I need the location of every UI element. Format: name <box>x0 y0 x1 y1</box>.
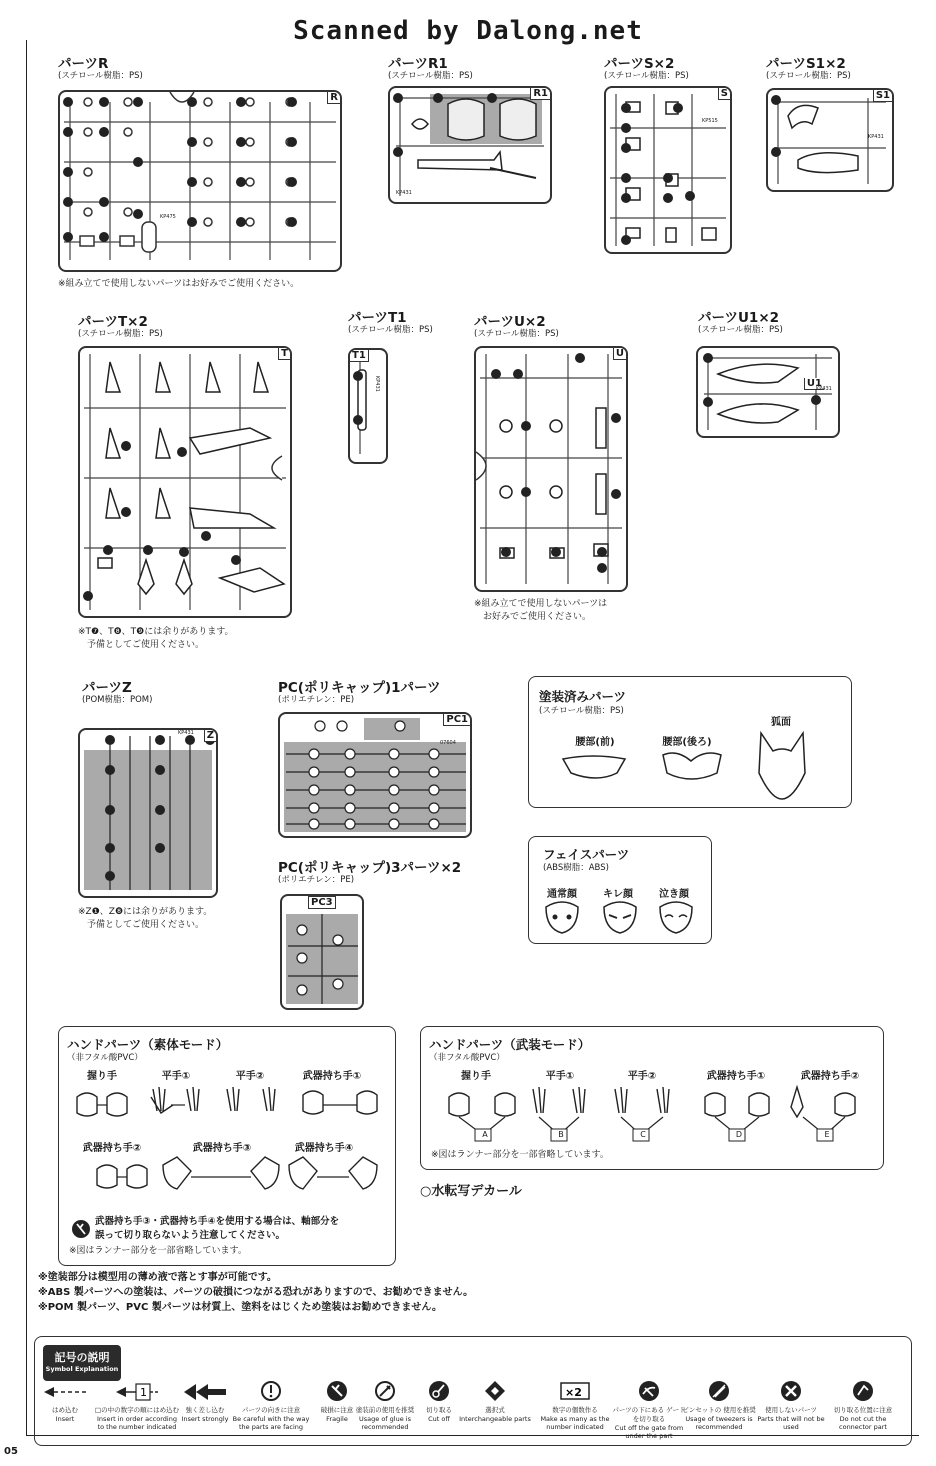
hand-plain-open1-label: 平手① <box>161 1071 191 1082</box>
symbol-unused-en: Parts that will not be used <box>757 1415 825 1431</box>
hand-plain-fist-label: 握り手 <box>87 1071 117 1082</box>
numbered-insert-icon <box>112 1380 162 1402</box>
symbol-strong-insert-en: Insert strongly <box>181 1415 229 1423</box>
part-t-material: (スチロール樹脂：PS) <box>78 329 163 339</box>
runner-t-label: T <box>278 348 290 360</box>
part-pc1-material: (ポリエチレン：PE) <box>278 695 355 705</box>
runner-r1-label: R1 <box>530 88 550 100</box>
runner-pc1-label: PC1 <box>443 714 470 726</box>
hands-plain-title: ハンドパーツ（素体モード） <box>67 1037 229 1052</box>
symbol-make-many <box>536 1380 614 1431</box>
runner-u1-drawing <box>698 348 838 436</box>
part-u1-material: (スチロール樹脂：PS) <box>698 325 783 335</box>
hand-plain-weapon1-label: 武器持ち手① <box>302 1071 362 1082</box>
part-pc3-material: (ポリエチレン：PE) <box>278 875 355 885</box>
legend-title: 記号の説明 <box>54 1351 110 1364</box>
symbol-numbered-insert-jp: □の中の数字の順にはめ込む <box>94 1406 180 1414</box>
symbol-gate-cut-en: Cut off the gate from under the part <box>614 1424 684 1440</box>
runner-z-drawing <box>80 730 216 896</box>
part-t-title: パーツT×2 <box>78 314 148 330</box>
runner-u-drawing <box>476 348 626 590</box>
hand-armed-weapon1-label: 武器持ち手① <box>706 1071 766 1082</box>
interchangeable-icon <box>483 1380 507 1402</box>
part-z-title: パーツZ <box>82 680 132 696</box>
painted-waist-front-label: 腰部(前) <box>575 737 615 748</box>
runner-r <box>58 90 342 272</box>
painted-waist-back-label: 腰部(後ろ) <box>662 737 712 748</box>
hands-armed-note: ※図はランナー部分を一部省略しています。 <box>431 1150 609 1160</box>
face-crying-icon <box>657 901 695 935</box>
runner-t1-code: KP431 <box>374 376 380 392</box>
hands-armed-material: （非フタル酸PVC） <box>429 1053 505 1063</box>
svg-text:1: 1 <box>140 1386 147 1399</box>
no-cut-icon <box>851 1380 875 1402</box>
warning-2: ※POM 製パーツ、PVC 製パーツは材質上、塗料をはじくため塗装はお勧めできません。 <box>38 1302 442 1313</box>
hand-armed-open1-label: 平手① <box>545 1071 575 1082</box>
face-angry-icon <box>601 901 639 935</box>
symbol-tweezers-en: Usage of tweezers is recommended <box>685 1415 753 1431</box>
runner-t1-label: T1 <box>350 350 369 362</box>
runner-r1-code: KP431 <box>396 190 412 196</box>
hand-armed-weapon2-label: 武器持ち手② <box>800 1071 860 1082</box>
hands-plain-note: ※図はランナー部分を一部省略しています。 <box>69 1246 247 1256</box>
insert-arrow-icon <box>40 1380 90 1402</box>
runner-u <box>474 346 628 592</box>
symbol-insert-jp: はめ込む <box>52 1406 78 1414</box>
face-parts-material: (ABS樹脂：ABS) <box>543 863 609 873</box>
hand-plain-open2-label: 平手② <box>235 1071 265 1082</box>
runner-pc1-drawing <box>280 714 470 836</box>
runner-t1 <box>348 348 388 464</box>
symbol-no-cut-en: Do not cut the connector part <box>839 1415 887 1431</box>
runner-t1-drawing <box>350 350 386 462</box>
gate-cut-icon <box>637 1380 661 1402</box>
runner-pc3-drawing <box>282 896 362 1008</box>
symbol-unused-jp: 使用しないパーツ <box>765 1406 817 1414</box>
symbol-caution-en: Be careful with the way the parts are facing <box>232 1415 310 1431</box>
note-u-unused: ※組み立てで使用しないパーツは お好みでご使用ください。 <box>474 599 608 622</box>
waist-back-icon <box>657 747 727 781</box>
strong-insert-icon <box>180 1380 230 1402</box>
hand-plain-weapon2-label: 武器持ち手② <box>82 1143 142 1154</box>
runner-t-drawing <box>80 348 290 616</box>
painted-parts-box <box>528 676 852 808</box>
part-z-material: (POM樹脂：POM) <box>82 695 153 705</box>
face-parts-box <box>528 836 712 944</box>
part-s1-title: パーツS1×2 <box>766 56 846 72</box>
hand-plain-weapon4-label: 武器持ち手④ <box>294 1143 354 1154</box>
symbol-unused <box>752 1380 830 1431</box>
face-parts-title: フェイスパーツ <box>543 847 630 862</box>
part-u1-title: パーツU1×2 <box>698 310 780 326</box>
caution-icon <box>259 1380 283 1402</box>
hand-armed-open2-label: 平手② <box>627 1071 657 1082</box>
runner-r1 <box>388 86 552 204</box>
symbol-cut-jp: 切り取る <box>426 1406 452 1414</box>
hand-armed-letter-e: E <box>824 1130 830 1139</box>
part-t1-material: (スチロール樹脂：PS) <box>348 325 433 335</box>
symbol-numbered-insert-en: Insert in order according to the number indicated <box>97 1415 177 1431</box>
part-u-title: パーツU×2 <box>474 314 546 330</box>
runner-pc1-code: 07604 <box>440 740 456 746</box>
tweezers-icon <box>707 1380 731 1402</box>
symbol-interchangeable <box>456 1380 534 1423</box>
part-r-material: (スチロール樹脂：PS) <box>58 71 143 81</box>
symbol-interchangeable-en: Interchangeable parts <box>459 1415 531 1423</box>
runner-s1-drawing <box>768 90 892 190</box>
hands-armed-box <box>420 1026 884 1170</box>
note-z-spare: ※Z❶、Z❽には余りがあります。 予備としてご使用ください。 <box>78 907 213 930</box>
page-number: 05 <box>4 1446 18 1457</box>
painted-mask-label: 狐面 <box>771 717 791 728</box>
runner-r-drawing <box>60 92 340 270</box>
hands-plain-row1-icons <box>67 1083 387 1123</box>
runner-s1-label: S1 <box>873 90 892 102</box>
hand-armed-letter-d: D <box>735 1130 743 1139</box>
runner-r-code: KP475 <box>160 214 176 220</box>
part-r-title: パーツR <box>58 56 109 72</box>
note-t-spare: ※T❼、T❽、T❾には余りがあります。 予備としてご使用ください。 <box>78 627 234 650</box>
legend-header <box>43 1345 121 1381</box>
part-t1-title: パーツT1 <box>348 310 407 326</box>
hands-plain-box <box>58 1026 396 1266</box>
symbol-tweezers <box>680 1380 758 1431</box>
part-s1-material: (スチロール樹脂：PS) <box>766 71 851 81</box>
hands-armed-title: ハンドパーツ（武装モード） <box>429 1037 591 1052</box>
part-pc3-title: PC(ポリキャップ)3パーツ×2 <box>278 860 462 876</box>
runner-z-code: KP431 <box>178 730 194 736</box>
scan-credit: Scanned by Dalong.net <box>0 16 936 46</box>
runner-s1-code: KP431 <box>868 134 884 140</box>
runner-r-label: R <box>327 92 340 104</box>
symbol-strong-insert-jp: 強く差し込む <box>185 1406 225 1414</box>
hand-plain-weapon3-label: 武器持ち手③ <box>192 1143 252 1154</box>
symbol-glue-jp: 塗装前の使用を推奨 <box>355 1406 415 1414</box>
runner-pc3 <box>280 894 364 1010</box>
runner-t <box>78 346 292 618</box>
part-s-title: パーツS×2 <box>604 56 675 72</box>
waist-front-icon <box>559 753 629 781</box>
symbol-make-many-en: Make as many as the number indicated <box>540 1415 610 1431</box>
fox-mask-icon <box>755 729 809 801</box>
symbol-gate-cut-jp: パーツの下にある ゲートを切り取る <box>612 1406 686 1423</box>
note-r-unused: ※組み立てで使用しないパーツはお好みでご使用ください。 <box>58 279 300 289</box>
warning-0: ※塗装部分は模型用の薄め液で落とす事が可能です。 <box>38 1272 277 1283</box>
symbol-cut-en: Cut off <box>428 1415 450 1423</box>
symbol-fragile-jp: 破損に注意 <box>320 1406 354 1414</box>
part-pc1-title: PC(ポリキャップ)1パーツ <box>278 680 441 696</box>
warning-1: ※ABS 製パーツへの塗装は、パーツの破損につながる恐れがありますので、お勧めできません。 <box>38 1287 474 1298</box>
runner-u1-code: KP431 <box>816 386 832 392</box>
runner-s1 <box>766 88 894 192</box>
runner-u1 <box>696 346 840 438</box>
hands-plain-row2-icons <box>67 1155 387 1205</box>
symbol-make-many-jp: 数字の個数作る <box>552 1406 598 1414</box>
symbol-gate-cut <box>610 1380 688 1440</box>
legend-subtitle: Symbol Explanation <box>45 1365 119 1373</box>
runner-u-label: U <box>613 348 626 360</box>
hands-plain-material: （非フタル酸PVC） <box>67 1053 143 1063</box>
make-many-icon <box>560 1380 590 1402</box>
hand-armed-letter-b: B <box>558 1130 564 1139</box>
symbol-glue-en: Usage of glue is recommended <box>359 1415 411 1431</box>
runner-z <box>78 728 218 898</box>
face-normal-label: 通常顔 <box>547 889 577 900</box>
decal-label: ○水転写デカール <box>420 1184 522 1199</box>
face-normal-icon <box>543 901 581 935</box>
runner-s-label: S <box>718 88 730 100</box>
runner-s <box>604 86 732 254</box>
face-angry-label: キレ顔 <box>603 889 633 900</box>
symbol-tweezers-jp: ピンセットの 使用を推奨 <box>682 1406 756 1414</box>
fragile-warning-icon <box>71 1219 91 1239</box>
part-u-material: (スチロール樹脂：PS) <box>474 329 559 339</box>
hand-armed-letter-a: A <box>482 1130 488 1139</box>
unused-icon <box>779 1380 803 1402</box>
part-s-material: (スチロール樹脂：PS) <box>604 71 689 81</box>
symbol-insert <box>26 1380 104 1423</box>
part-r1-title: パーツR1 <box>388 56 448 72</box>
symbol-fragile-en: Fragile <box>326 1415 348 1423</box>
symbol-insert-en: Insert <box>55 1415 75 1423</box>
hand-armed-fist-label: 握り手 <box>461 1071 491 1082</box>
runner-u1-label: U1 <box>804 378 824 390</box>
hand-armed-letter-c: C <box>640 1130 646 1139</box>
runner-s-drawing <box>606 88 730 252</box>
painted-parts-title: 塗装済みパーツ <box>539 689 627 704</box>
symbol-no-cut-jp: 切り取る位置に注意 <box>833 1406 893 1414</box>
part-r1-material: (スチロール樹脂：PS) <box>388 71 473 81</box>
runner-pc3-label: PC3 <box>308 896 336 909</box>
symbol-caution-jp: パーツの向きに注意 <box>241 1406 301 1414</box>
runner-z-label: Z <box>204 730 216 742</box>
symbol-interchangeable-jp: 選択式 <box>485 1406 505 1414</box>
symbol-no-cut <box>824 1380 902 1431</box>
hands-plain-warning: 武器持ち手③・武器持ち手④を使用する場合は、軸部分を 誤って切り取らないよう注意してください。 <box>95 1216 340 1241</box>
hands-armed-icons <box>435 1083 875 1149</box>
runner-r1-drawing <box>390 88 550 202</box>
runner-s-code: KP515 <box>702 118 718 124</box>
runner-pc1 <box>278 712 472 838</box>
cut-icon <box>427 1380 451 1402</box>
glue-icon <box>373 1380 397 1402</box>
make-many-text: ×2 <box>565 1386 582 1399</box>
face-crying-label: 泣き顔 <box>659 889 689 900</box>
painted-parts-material: (スチロール樹脂：PS) <box>539 706 624 716</box>
